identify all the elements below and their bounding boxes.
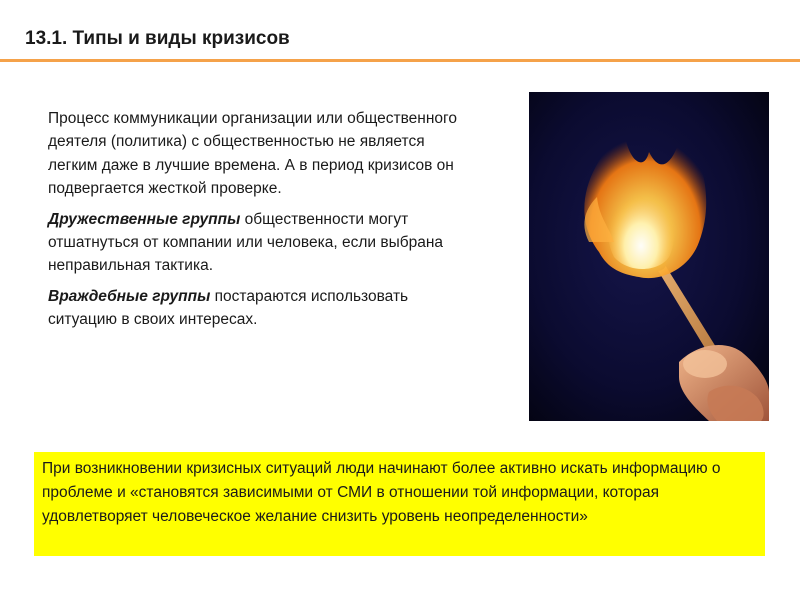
- paragraph-hostile-groups: [48, 285, 468, 332]
- friendly-groups-emphasis: Дружественные группы: [48, 210, 241, 228]
- hostile-groups-text: постараются использовать ситуацию в своих интересах.: [48, 287, 409, 329]
- burning-match-icon: [529, 92, 769, 421]
- paragraph-process: Процесс коммуникации организации или общественного деятеля (политика) с общественностью не является легким даже в лучшие времена. А в период кризисов он подвергается жесткой проверке.: [48, 110, 457, 198]
- highlight-note: При возникновении кризисных ситуаций люди начинают более активно искать информацию о проблеме и «становятся зависимыми от СМИ в отношении той информации, которая удовлетворяет человеческое желание снизить уровень неопределенности»: [34, 452, 765, 556]
- slide-title: 13.1. Типы и виды кризисов: [25, 28, 290, 49]
- hostile-groups-emphasis: Враждебные группы: [48, 287, 211, 305]
- title-divider: [0, 59, 800, 62]
- body-text: [48, 107, 468, 339]
- friendly-groups-text: общественности могут отшатнуться от компании или человека, если выбрана неправильная тактика.: [48, 210, 444, 275]
- paragraph-friendly-groups: [48, 208, 468, 278]
- burning-match-photo: [529, 92, 769, 421]
